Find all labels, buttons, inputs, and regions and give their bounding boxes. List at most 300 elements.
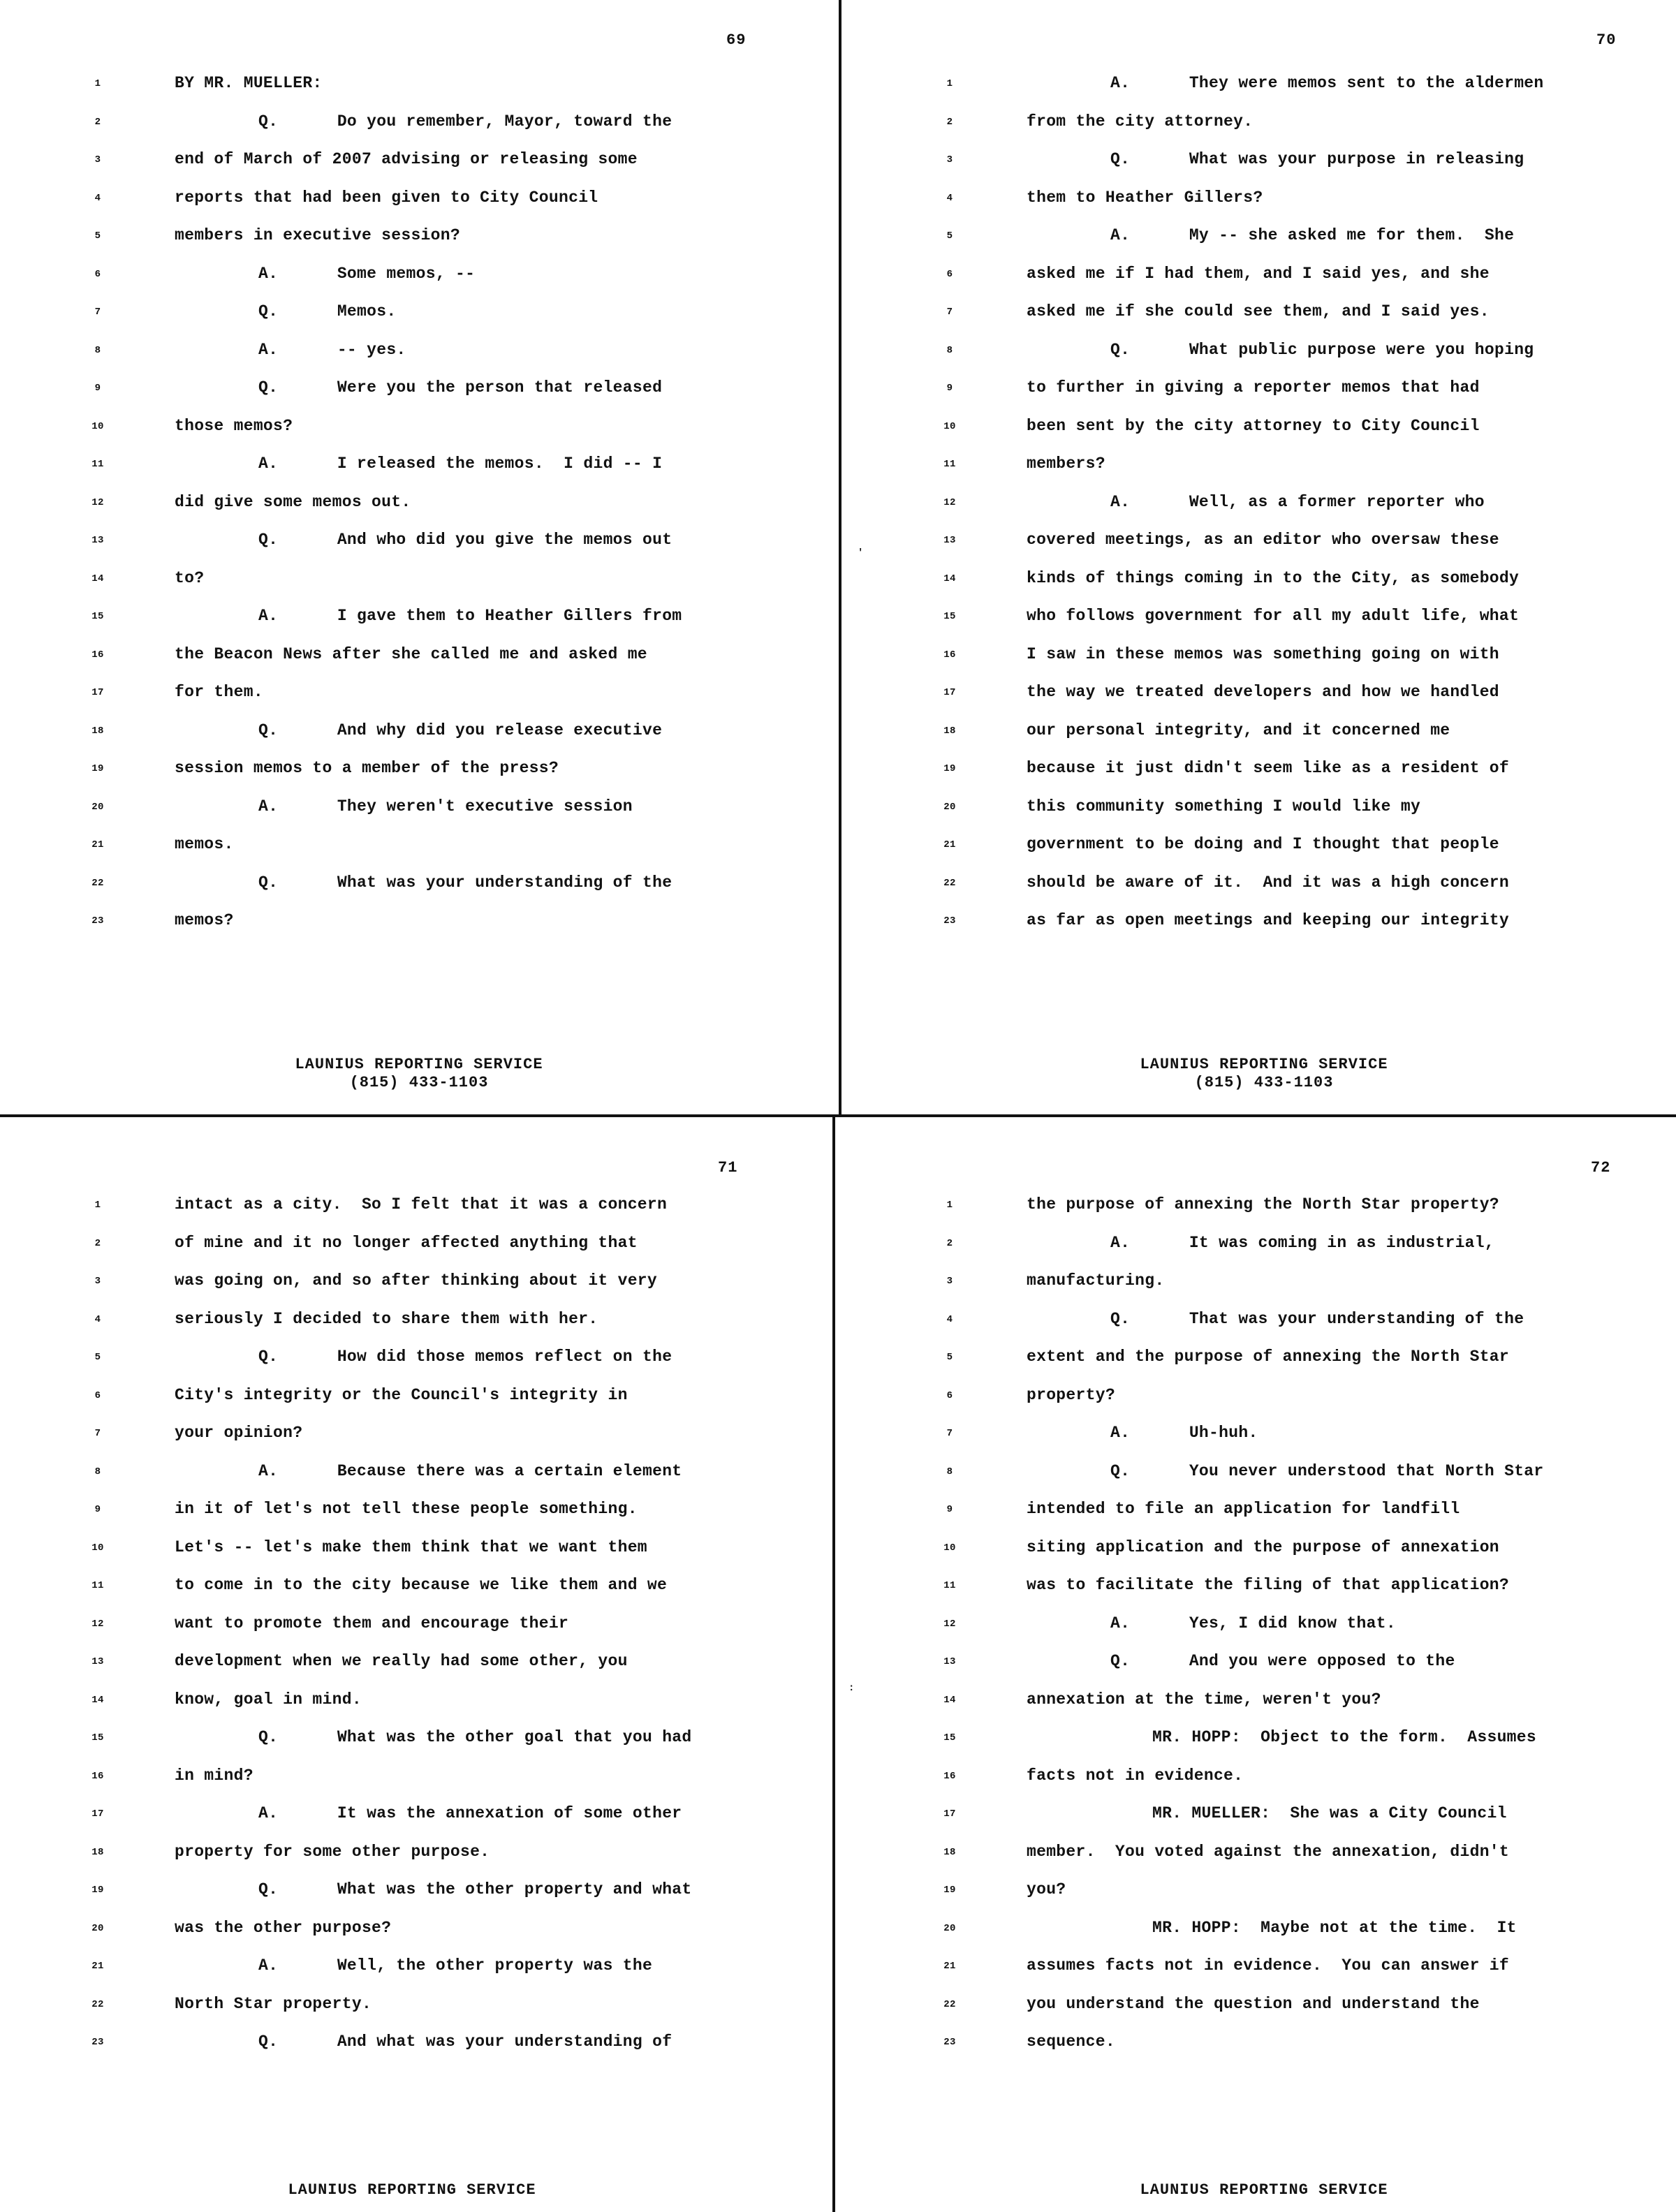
transcript-line xyxy=(936,1843,1620,1880)
line-text: want to promote them and encourage their xyxy=(175,1614,569,1632)
line-number: 12 xyxy=(943,1618,956,1630)
line-text: MR. MUELLER: She was a City Council xyxy=(1152,1804,1507,1822)
footer-reporting-service: LAUNIUS REPORTING SERVICE xyxy=(1140,1056,1388,1073)
line-text: Q. What was your understanding of the xyxy=(258,873,672,892)
line-number: 18 xyxy=(91,1846,104,1858)
line-number: 2 xyxy=(94,116,101,128)
line-number: 9 xyxy=(94,383,101,394)
line-number: 4 xyxy=(94,1313,101,1325)
transcript-line xyxy=(936,1804,1620,1842)
line-number: 20 xyxy=(943,801,956,813)
line-text: siting application and the purpose of annexation xyxy=(1027,1538,1499,1556)
line-text: Q. How did those memos reflect on the xyxy=(258,1348,672,1366)
line-text: A. It was the annexation of some other xyxy=(258,1804,682,1822)
page-number: 70 xyxy=(1596,31,1617,49)
line-number: 6 xyxy=(94,1389,101,1401)
line-text: seriously I decided to share them with her. xyxy=(175,1309,598,1328)
transcript-line xyxy=(936,1234,1620,1271)
line-number: 9 xyxy=(94,1504,101,1515)
line-text: session memos to a member of the press? xyxy=(175,759,559,777)
line-text: as far as open meetings and keeping our integrity xyxy=(1027,911,1510,929)
line-number: 17 xyxy=(91,687,104,698)
line-number: 4 xyxy=(946,1313,953,1325)
line-number: 8 xyxy=(94,344,101,356)
transcript-page-69 xyxy=(84,28,754,1096)
line-text: A. They weren't executive session xyxy=(258,797,633,816)
transcript-line xyxy=(84,1424,754,1461)
line-number: 7 xyxy=(946,1428,953,1439)
line-text: to further in giving a reporter memos that had xyxy=(1027,378,1480,397)
line-text: A. I released the memos. I did -- I xyxy=(258,455,663,473)
line-text: in mind? xyxy=(175,1766,253,1785)
line-text: to come in to the city because we like them and we xyxy=(175,1576,668,1594)
footer-reporting-service: LAUNIUS REPORTING SERVICE xyxy=(1140,2181,1388,2199)
transcript-line xyxy=(936,189,1620,226)
transcript-line xyxy=(936,417,1620,455)
transcript-lines xyxy=(84,1195,754,2103)
page-number: 72 xyxy=(1591,1159,1611,1177)
transcript-line xyxy=(936,455,1620,492)
line-number: 11 xyxy=(943,1580,956,1591)
line-text: members? xyxy=(1027,455,1105,473)
line-number: 5 xyxy=(94,230,101,242)
line-number: 12 xyxy=(91,1618,104,1630)
scan-mark: ' xyxy=(858,547,864,559)
line-text: manufacturing. xyxy=(1027,1271,1165,1290)
line-number: 13 xyxy=(91,535,104,546)
line-text: Q. That was your understanding of the xyxy=(1110,1309,1524,1328)
line-number: 16 xyxy=(943,649,956,661)
line-text: the purpose of annexing the North Star property? xyxy=(1027,1195,1499,1214)
line-text: City's integrity or the Council's integrity in xyxy=(175,1385,628,1404)
transcript-line xyxy=(936,2033,1620,2070)
line-number: 15 xyxy=(91,611,104,622)
transcript-line xyxy=(84,569,754,607)
vertical-divider-top xyxy=(839,0,841,1116)
transcript-line xyxy=(84,1614,754,1652)
transcript-line xyxy=(84,417,754,455)
transcript-line xyxy=(936,721,1620,759)
line-text: extent and the purpose of annexing the North Star xyxy=(1027,1348,1510,1366)
transcript-line xyxy=(84,1271,754,1309)
line-number: 16 xyxy=(91,649,104,661)
transcript-line xyxy=(936,378,1620,416)
line-number: 8 xyxy=(94,1466,101,1477)
line-text: reports that had been given to City Council xyxy=(175,188,598,207)
transcript-line xyxy=(936,1919,1620,1956)
line-text: A. Some memos, -- xyxy=(258,264,476,283)
line-text: Let's -- let's make them think that we want them xyxy=(175,1538,647,1556)
line-text: Q. You never understood that North Star xyxy=(1110,1461,1544,1480)
line-text: for them. xyxy=(175,683,263,701)
transcript-line xyxy=(936,1500,1620,1538)
page-number: 71 xyxy=(718,1159,738,1177)
line-text: know, goal in mind. xyxy=(175,1690,362,1709)
transcript-line xyxy=(84,493,754,531)
line-text: who follows government for all my adult life, what xyxy=(1027,607,1520,625)
line-number: 17 xyxy=(943,1808,956,1820)
line-text: asked me if she could see them, and I said yes. xyxy=(1027,302,1490,320)
footer-reporting-service: LAUNIUS REPORTING SERVICE xyxy=(288,2181,536,2199)
transcript-line xyxy=(84,1538,754,1576)
transcript-line xyxy=(936,1462,1620,1500)
transcript-line xyxy=(84,74,754,112)
line-text: covered meetings, as an editor who oversaw these xyxy=(1027,531,1499,549)
line-number: 14 xyxy=(91,573,104,584)
line-text: government to be doing and I thought that people xyxy=(1027,835,1499,853)
line-number: 4 xyxy=(946,192,953,204)
line-number: 11 xyxy=(91,459,104,470)
line-text: A. It was coming in as industrial, xyxy=(1110,1233,1494,1252)
line-number: 2 xyxy=(946,116,953,128)
line-text: A. -- yes. xyxy=(258,340,406,359)
line-text: MR. HOPP: Maybe not at the time. It xyxy=(1152,1918,1517,1937)
line-number: 22 xyxy=(91,1998,104,2010)
page-number: 69 xyxy=(726,31,747,49)
line-number: 14 xyxy=(943,573,956,584)
transcript-line xyxy=(936,1195,1620,1233)
line-text: intact as a city. So I felt that it was a concern xyxy=(175,1195,668,1214)
transcript-line xyxy=(84,1843,754,1880)
line-number: 23 xyxy=(943,2037,956,2048)
line-text: Q. What was the other goal that you had xyxy=(258,1728,692,1746)
line-text: was going on, and so after thinking about it very xyxy=(175,1271,658,1290)
line-number: 10 xyxy=(91,1542,104,1554)
transcript-line xyxy=(936,1690,1620,1728)
transcript-line xyxy=(936,759,1620,797)
transcript-line xyxy=(936,1956,1620,1994)
line-number: 3 xyxy=(946,154,953,165)
line-number: 2 xyxy=(94,1237,101,1249)
line-text: members in executive session? xyxy=(175,226,460,244)
line-text: property? xyxy=(1027,1385,1115,1404)
line-number: 7 xyxy=(94,1428,101,1439)
transcript-line xyxy=(84,873,754,911)
transcript-line xyxy=(936,150,1620,188)
transcript-line xyxy=(936,1995,1620,2033)
line-number: 14 xyxy=(943,1694,956,1706)
line-number: 22 xyxy=(943,1998,956,2010)
line-number: 21 xyxy=(91,839,104,850)
transcript-line xyxy=(84,1310,754,1348)
line-text: should be aware of it. And it was a high concern xyxy=(1027,873,1510,892)
line-text: because it just didn't seem like as a resident of xyxy=(1027,759,1510,777)
line-number: 15 xyxy=(91,1732,104,1743)
footer-phone: (815) 433-1103 xyxy=(349,1074,489,1091)
transcript-line xyxy=(84,1195,754,1233)
line-text: did give some memos out. xyxy=(175,492,411,511)
transcript-line xyxy=(84,797,754,835)
transcript-line xyxy=(936,1310,1620,1348)
line-text: A. They were memos sent to the aldermen xyxy=(1110,74,1544,92)
line-text: facts not in evidence. xyxy=(1027,1766,1244,1785)
line-number: 22 xyxy=(91,877,104,889)
transcript-line xyxy=(936,797,1620,835)
line-text: was the other purpose? xyxy=(175,1918,392,1937)
transcript-line xyxy=(84,1348,754,1385)
line-number: 1 xyxy=(94,78,101,89)
line-text: MR. HOPP: Object to the form. Assumes xyxy=(1152,1728,1536,1746)
line-text: intended to file an application for landfill xyxy=(1027,1500,1460,1518)
transcript-page-72 xyxy=(936,1159,1620,2206)
line-number: 1 xyxy=(946,1200,953,1211)
line-text: the Beacon News after she called me and asked me xyxy=(175,644,647,663)
transcript-line xyxy=(936,683,1620,721)
line-text: A. Well, the other property was the xyxy=(258,1956,653,1975)
line-number: 17 xyxy=(943,687,956,698)
scan-mark: : xyxy=(848,1683,855,1694)
line-text: A. I gave them to Heather Gillers from xyxy=(258,607,682,625)
line-number: 18 xyxy=(943,725,956,737)
transcript-line xyxy=(84,683,754,721)
transcript-line xyxy=(84,1767,754,1804)
footer-reporting-service: LAUNIUS REPORTING SERVICE xyxy=(295,1056,543,1073)
line-text: Q. What was the other property and what xyxy=(258,1880,692,1898)
line-number: 12 xyxy=(91,496,104,508)
transcript-line xyxy=(936,226,1620,264)
transcript-line xyxy=(936,302,1620,340)
line-number: 9 xyxy=(946,383,953,394)
line-number: 20 xyxy=(943,1922,956,1934)
line-number: 7 xyxy=(94,307,101,318)
page-footer xyxy=(84,1056,754,1092)
line-text: of mine and it no longer affected anything that xyxy=(175,1233,638,1252)
line-number: 16 xyxy=(91,1770,104,1782)
transcript-line xyxy=(936,645,1620,683)
line-number: 23 xyxy=(943,915,956,927)
transcript-lines xyxy=(936,74,1620,982)
line-number: 19 xyxy=(91,1885,104,1896)
line-text: Q. Memos. xyxy=(258,302,397,320)
line-text: A. Uh-huh. xyxy=(1110,1424,1258,1442)
transcript-line xyxy=(936,1880,1620,1918)
transcript-line xyxy=(84,226,754,264)
transcript-line xyxy=(84,189,754,226)
line-text: annexation at the time, weren't you? xyxy=(1027,1690,1381,1709)
line-text: Q. And who did you give the memos out xyxy=(258,531,672,549)
line-text: Q. And you were opposed to the xyxy=(1110,1652,1455,1670)
line-number: 11 xyxy=(91,1580,104,1591)
line-number: 11 xyxy=(943,459,956,470)
line-text: those memos? xyxy=(175,416,293,435)
line-number: 9 xyxy=(946,1504,953,1515)
transcript-page-70 xyxy=(936,28,1620,1096)
line-number: 23 xyxy=(91,2037,104,2048)
transcript-line xyxy=(936,1728,1620,1766)
line-text: Q. What public purpose were you hoping xyxy=(1110,340,1534,359)
transcript-line xyxy=(84,759,754,797)
transcript-line xyxy=(84,2033,754,2070)
line-number: 18 xyxy=(943,1846,956,1858)
line-text: kinds of things coming in to the City, as somebody xyxy=(1027,568,1520,587)
transcript-line xyxy=(936,911,1620,949)
line-text: Q. What was your purpose in releasing xyxy=(1110,150,1524,168)
line-text: from the city attorney. xyxy=(1027,112,1254,131)
transcript-line xyxy=(936,493,1620,531)
page-footer xyxy=(922,1056,1606,1092)
line-number: 22 xyxy=(943,877,956,889)
line-number: 10 xyxy=(943,1542,956,1554)
transcript-line xyxy=(84,378,754,416)
line-text: A. My -- she asked me for them. She xyxy=(1110,226,1515,244)
line-text: asked me if I had them, and I said yes, and she xyxy=(1027,264,1490,283)
page-footer xyxy=(922,2181,1606,2199)
transcript-line xyxy=(936,1767,1620,1804)
transcript-line xyxy=(936,1348,1620,1385)
line-number: 19 xyxy=(91,763,104,774)
line-number: 15 xyxy=(943,611,956,622)
transcript-line xyxy=(936,1386,1620,1424)
transcript-line xyxy=(936,74,1620,112)
line-text: Q. Do you remember, Mayor, toward the xyxy=(258,112,672,131)
transcript-line xyxy=(84,1690,754,1728)
line-text: end of March of 2007 advising or releasing some xyxy=(175,150,638,168)
line-number: 2 xyxy=(946,1237,953,1249)
line-number: 23 xyxy=(91,915,104,927)
line-number: 8 xyxy=(946,344,953,356)
line-number: 4 xyxy=(94,192,101,204)
transcript-line xyxy=(84,1956,754,1994)
line-number: 14 xyxy=(91,1694,104,1706)
line-number: 3 xyxy=(946,1276,953,1287)
transcript-line xyxy=(936,1576,1620,1614)
transcript-line xyxy=(84,302,754,340)
transcript-line xyxy=(84,1995,754,2033)
line-number: 5 xyxy=(946,230,953,242)
line-number: 17 xyxy=(91,1808,104,1820)
transcript-line xyxy=(84,1919,754,1956)
transcript-line xyxy=(84,1728,754,1766)
transcript-line xyxy=(84,835,754,873)
line-text: the way we treated developers and how we handled xyxy=(1027,683,1499,701)
line-text: you understand the question and understand the xyxy=(1027,1994,1480,2013)
transcript-line xyxy=(84,341,754,378)
line-number: 10 xyxy=(91,420,104,432)
page-footer xyxy=(77,2181,747,2199)
line-number: 13 xyxy=(943,535,956,546)
line-number: 20 xyxy=(91,1922,104,1934)
transcript-line xyxy=(84,1804,754,1842)
line-text: A. Yes, I did know that. xyxy=(1110,1614,1396,1632)
transcript-line xyxy=(84,1576,754,1614)
transcript-lines xyxy=(84,74,754,982)
vertical-divider-bottom xyxy=(832,1116,835,2212)
line-text: Q. Were you the person that released xyxy=(258,378,663,397)
line-text: development when we really had some other, you xyxy=(175,1652,628,1670)
transcript-page-71 xyxy=(84,1159,754,2206)
transcript-line xyxy=(84,531,754,568)
transcript-line xyxy=(84,1386,754,1424)
transcript-line xyxy=(84,645,754,683)
line-text: member. You voted against the annexation, didn't xyxy=(1027,1842,1510,1861)
line-text: I saw in these memos was something going on with xyxy=(1027,644,1499,663)
line-text: them to Heather Gillers? xyxy=(1027,188,1263,207)
line-number: 3 xyxy=(94,154,101,165)
line-number: 21 xyxy=(91,1961,104,1972)
transcript-line xyxy=(936,1614,1620,1652)
line-text: memos? xyxy=(175,911,234,929)
line-text: assumes facts not in evidence. You can answer if xyxy=(1027,1956,1510,1975)
transcript-lines xyxy=(936,1195,1620,2103)
line-number: 1 xyxy=(946,78,953,89)
line-number: 1 xyxy=(94,1200,101,1211)
line-text: your opinion? xyxy=(175,1424,303,1442)
line-number: 18 xyxy=(91,725,104,737)
line-text: Q. And why did you release executive xyxy=(258,721,663,739)
footer-phone: (815) 433-1103 xyxy=(1194,1074,1334,1091)
transcript-line xyxy=(84,1652,754,1690)
line-text: sequence. xyxy=(1027,2033,1115,2051)
line-number: 19 xyxy=(943,1885,956,1896)
line-number: 6 xyxy=(946,1389,953,1401)
line-number: 10 xyxy=(943,420,956,432)
transcript-line xyxy=(84,607,754,644)
transcript-line xyxy=(936,1652,1620,1690)
transcript-line xyxy=(84,1500,754,1538)
transcript-line xyxy=(936,1538,1620,1576)
line-number: 19 xyxy=(943,763,956,774)
line-number: 21 xyxy=(943,839,956,850)
line-number: 5 xyxy=(946,1352,953,1363)
transcript-line xyxy=(936,1424,1620,1461)
transcript-line xyxy=(936,569,1620,607)
line-number: 20 xyxy=(91,801,104,813)
line-number: 5 xyxy=(94,1352,101,1363)
transcript-line xyxy=(84,1880,754,1918)
transcript-line xyxy=(936,1271,1620,1309)
transcript-line xyxy=(84,1462,754,1500)
horizontal-divider xyxy=(0,1114,1676,1117)
transcript-line xyxy=(936,873,1620,911)
transcript-line xyxy=(936,341,1620,378)
line-number: 13 xyxy=(943,1656,956,1667)
line-number: 21 xyxy=(943,1961,956,1972)
line-text: to? xyxy=(175,568,205,587)
transcript-line xyxy=(84,721,754,759)
transcript-line xyxy=(936,112,1620,150)
line-text: in it of let's not tell these people something. xyxy=(175,1500,638,1518)
transcript-line xyxy=(84,1234,754,1271)
transcript-line xyxy=(936,265,1620,302)
line-text: been sent by the city attorney to City Council xyxy=(1027,416,1480,435)
line-number: 3 xyxy=(94,1276,101,1287)
line-text: A. Well, as a former reporter who xyxy=(1110,492,1485,511)
transcript-line xyxy=(936,607,1620,644)
transcript-line xyxy=(84,112,754,150)
line-text: our personal integrity, and it concerned me xyxy=(1027,721,1450,739)
line-text: you? xyxy=(1027,1880,1066,1898)
transcript-line xyxy=(84,911,754,949)
line-number: 7 xyxy=(946,307,953,318)
transcript-line xyxy=(84,455,754,492)
line-text: was to facilitate the filing of that application? xyxy=(1027,1576,1510,1594)
line-text: memos. xyxy=(175,835,234,853)
line-text: property for some other purpose. xyxy=(175,1842,490,1861)
line-number: 16 xyxy=(943,1770,956,1782)
line-number: 12 xyxy=(943,496,956,508)
line-text: BY MR. MUELLER: xyxy=(175,74,323,92)
line-text: Q. And what was your understanding of xyxy=(258,2033,672,2051)
line-text: North Star property. xyxy=(175,1994,372,2013)
line-number: 6 xyxy=(94,268,101,280)
line-number: 15 xyxy=(943,1732,956,1743)
line-number: 6 xyxy=(946,268,953,280)
transcript-line xyxy=(84,150,754,188)
transcript-line xyxy=(936,835,1620,873)
line-number: 8 xyxy=(946,1466,953,1477)
transcript-line xyxy=(936,531,1620,568)
line-text: this community something I would like my xyxy=(1027,797,1421,816)
